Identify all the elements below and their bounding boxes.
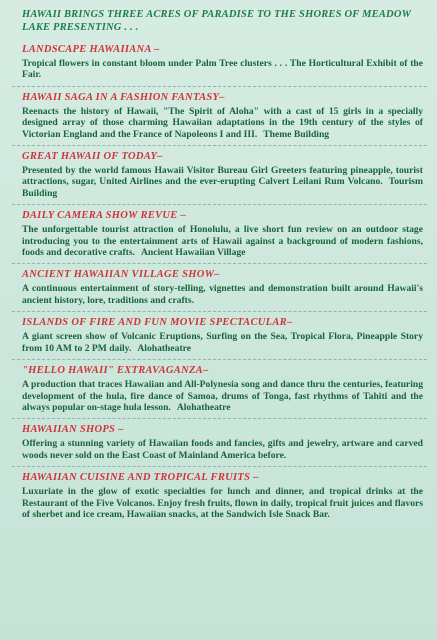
section-fashion-fantasy [22,86,423,145]
section-text: Luxuriate in the glow of exotic specialties for lunch and dinner, and tropical drinks at the Restaurant of the Five Volcanos. Enjoy fresh fruits, flown in daily, tropical fruit juices and flavors of sherbet and ice cream, Hawaiian snacks, at the Sandwich Isle Snack Bar. [22,486,423,520]
section-description [22,283,423,306]
section-title: ANCIENT HAWAIIAN VILLAGE SHOW– [22,269,220,281]
section-description [22,438,423,461]
section-text: Tropical flowers in constant bloom under Palm Tree clusters . . . The Horticultural Exhibit of the Fair. [22,58,423,81]
section-text: A production that traces Hawaiian and All-Polynesia song and dance thru the centuries, featuring development of the hula, fire dance of Samoa, drums of Tonga, fast rhythms of Tahiti and the always popular on-stage hula lesson. [22,379,423,413]
section-description [22,106,423,140]
section-camera-show-revue [22,204,423,263]
section-description [22,379,423,413]
section-title: HAWAII SAGA IN A FASHION FANTASY– [22,91,225,103]
intro-heading: HAWAII BRINGS THREE ACRES OF PARADISE TO THE SHORES OF MEADOW LAKE PRESENTING . . . [22,9,411,33]
section-venue: Ancient Hawaiian Village [140,247,246,259]
section-title: GREAT HAWAII OF TODAY– [22,151,163,163]
section-description [22,331,423,354]
section-cuisine-fruits [22,466,423,525]
section-venue: Alohatheatre [137,342,191,354]
section-description [22,224,423,258]
section-text: Reenacts the history of Hawaii, "The Spirit of Aloha" with a cast of 15 girls in a specially designed array of those charming Hawaiian adaptations in the 19th century of the styles of Victorian England and the France of Napoleons I and III. [22,105,423,140]
section-venue: Alohatheatre [176,401,231,413]
section-title: LANDSCAPE HAWAIIANA – [22,44,160,55]
section-title: ISLANDS OF FIRE AND FUN MOVIE SPECTACULAR– [22,317,293,329]
section-venue: Tourism Building [22,176,423,199]
section-hawaiian-shops [22,418,423,466]
section-text: A continuous entertainment of story-telling, vignettes and demonstration built around Hawaii's ancient history, lore, traditions and crafts. [22,283,423,306]
section-ancient-village-show [22,263,423,311]
section-text: Offering a stunning variety of Hawaiian foods and fancies, gifts and jewelry, artware and carved woods never sold on the East Coast of Mainland America before. [22,438,423,461]
section-great-hawaii-today [22,145,423,204]
section-hello-hawaii [22,359,423,418]
section-title: "HELLO HAWAII" EXTRAVAGANZA– [22,365,209,377]
section-description [22,165,423,199]
section-text: The unforgettable tourist attraction of Honolulu, a live short fun review on an outdoor stage introducing you to the entertainment arts of Hawaii against a background of modern fashions, foods and decorative crafts. [22,224,423,259]
section-venue: Theme Building [263,128,330,140]
section-title: HAWAIIAN CUISINE AND TROPICAL FRUITS – [22,472,259,484]
section-description [22,486,423,520]
section-landscape-hawaiiana [22,38,423,86]
section-movie-spectacular [22,311,423,359]
section-title: DAILY CAMERA SHOW REVUE – [22,210,187,222]
section-text: A giant screen show of Volcanic Eruptions, Surfing on the Sea, Tropical Flora, Pineapple Story from 10 AM to 2 PM daily. [22,331,423,354]
section-description [22,58,423,81]
section-text: Presented by the world famous Hawaii Visitor Bureau Girl Greeters featuring pineapple, tourist attractions, sugar, United Airlines and the ever-erupting Calvert Leilani Rum Volcano. [22,165,423,188]
section-title: HAWAIIAN SHOPS – [22,424,124,436]
